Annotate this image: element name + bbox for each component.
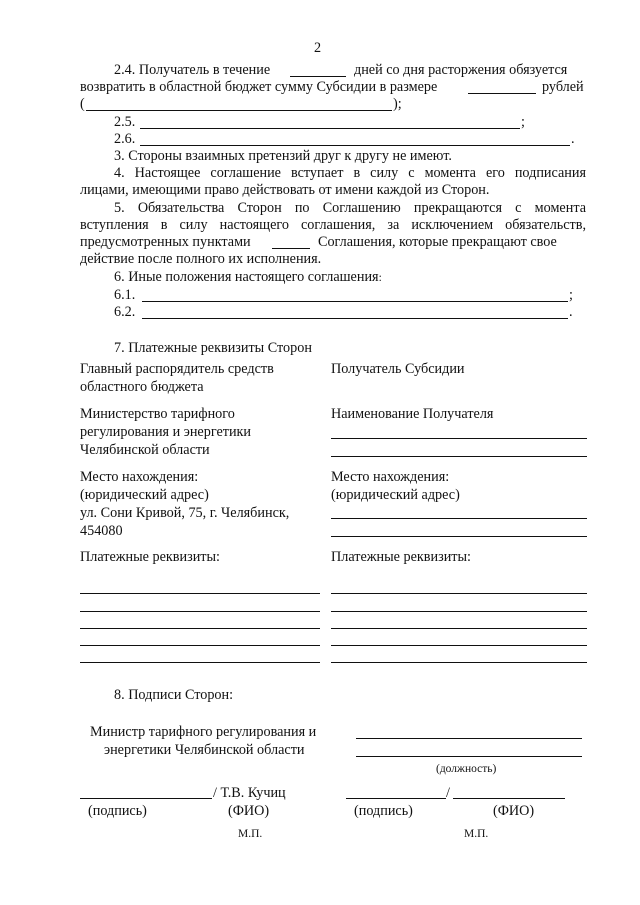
p2-4-days-blank bbox=[290, 76, 346, 77]
p7-title: 7. Платежные реквизиты Сторон bbox=[114, 340, 312, 356]
recipient-position-field-1 bbox=[356, 738, 582, 739]
left-fio-caption: (ФИО) bbox=[228, 803, 270, 819]
position-caption: (должность) bbox=[436, 763, 497, 775]
p5-line3-end: Соглашения, которые прекращают свое bbox=[318, 234, 557, 250]
right-addr-field-2 bbox=[331, 536, 587, 537]
left-pay-field-2 bbox=[80, 611, 320, 612]
p6-1-end: ; bbox=[569, 287, 573, 303]
left-signatory-name: / Т.В. Кучиц bbox=[213, 785, 286, 801]
p2-5-blank bbox=[140, 128, 520, 129]
p5-items-blank bbox=[272, 248, 310, 249]
left-addr-line4: 454080 bbox=[80, 523, 123, 539]
p5-line3-start: предусмотренных пунктами bbox=[80, 234, 251, 250]
p2-4-amount-blank bbox=[468, 93, 536, 94]
right-pay-field-5 bbox=[331, 662, 587, 663]
left-name-line3: Челябинской области bbox=[80, 442, 210, 458]
right-addr-field-1 bbox=[331, 518, 587, 519]
p3-text: 3. Стороны взаимных претензий друг к другу не имеют. bbox=[114, 148, 452, 164]
right-pay-field-2 bbox=[331, 611, 587, 612]
p2-5-label: 2.5. bbox=[114, 114, 136, 130]
right-pay-field-4 bbox=[331, 645, 587, 646]
left-signature-field bbox=[80, 798, 212, 799]
left-stamp-place: М.П. bbox=[238, 828, 263, 840]
p6-title-suffix: : bbox=[378, 272, 382, 284]
left-addr-line3: ул. Сони Кривой, 75, г. Челябинск, bbox=[80, 505, 290, 521]
right-role: Получатель Субсидии bbox=[331, 361, 465, 377]
p2-5-end: ; bbox=[521, 114, 525, 130]
signatory-line2: энергетики Челябинской области bbox=[104, 742, 305, 758]
right-signature-caption: (подпись) bbox=[354, 803, 413, 819]
right-stamp-place: М.П. bbox=[464, 828, 489, 840]
left-pay-label: Платежные реквизиты: bbox=[80, 549, 220, 565]
right-fio-field bbox=[453, 798, 565, 799]
p2-4-line2-start: возвратить в областной бюджет сумму Субсидии в размере bbox=[80, 79, 438, 95]
p2-4-line1-end: дней со дня расторжения обязуется bbox=[354, 62, 568, 78]
right-pay-field-3 bbox=[331, 628, 587, 629]
right-addr-line1: Место нахождения: bbox=[331, 469, 450, 485]
p4-line1: 4. Настоящее соглашение вступает в силу с момента его подписания bbox=[114, 165, 586, 181]
right-name-field-1 bbox=[331, 438, 587, 439]
p2-4-line2-end: рублей bbox=[542, 79, 584, 95]
p6-2-label: 6.2. bbox=[114, 304, 136, 320]
right-signature-slash: / bbox=[446, 785, 450, 801]
left-role-line1: Главный распорядитель средств bbox=[80, 361, 274, 377]
left-pay-field-3 bbox=[80, 628, 320, 629]
right-signature-field bbox=[346, 798, 446, 799]
left-name-line2: регулирования и энергетики bbox=[80, 424, 252, 440]
p5-line1: 5. Обязательства Сторон по Соглашению прекращаются с момента bbox=[114, 200, 586, 216]
page-number: 2 bbox=[314, 40, 322, 56]
left-pay-field-5 bbox=[80, 662, 320, 663]
p6-2-end: . bbox=[569, 304, 573, 320]
left-addr-line2: (юридический адрес) bbox=[80, 487, 209, 503]
p6-1-blank bbox=[142, 301, 568, 302]
p2-4-line1-start: 2.4. Получатель в течение bbox=[114, 62, 271, 78]
left-pay-field-4 bbox=[80, 645, 320, 646]
right-fio-caption: (ФИО) bbox=[493, 803, 535, 819]
p2-4-amount-words-blank bbox=[86, 110, 392, 111]
p8-title: 8. Подписи Сторон: bbox=[114, 687, 234, 703]
p2-4-line3-open: ( bbox=[80, 96, 85, 112]
left-addr-line1: Место нахождения: bbox=[80, 469, 199, 485]
p4-line2: лицами, имеющими право действовать от имени каждой из Сторон. bbox=[80, 182, 490, 198]
p6-1-label: 6.1. bbox=[114, 287, 136, 303]
left-role-line2: областного бюджета bbox=[80, 379, 204, 395]
p2-6-end: . bbox=[571, 131, 575, 147]
right-pay-label: Платежные реквизиты: bbox=[331, 549, 471, 565]
p6-title-text: 6. Иные положения настоящего соглашения bbox=[114, 269, 379, 285]
signatory-line1: Министр тарифного регулирования и bbox=[90, 724, 317, 740]
right-pay-field-1 bbox=[331, 593, 587, 594]
recipient-position-field-2 bbox=[356, 756, 582, 757]
p5-line2: вступления в силу настоящего соглашения, за исключением обязательств, bbox=[80, 217, 586, 233]
p2-4-line3-close: ); bbox=[393, 96, 402, 112]
p6-title bbox=[114, 269, 382, 287]
left-name-line1: Министерство тарифного bbox=[80, 406, 235, 422]
right-name-label: Наименование Получателя bbox=[331, 406, 494, 422]
p6-2-blank bbox=[142, 318, 568, 319]
right-name-field-2 bbox=[331, 456, 587, 457]
left-pay-field-1 bbox=[80, 593, 320, 594]
p2-6-blank bbox=[140, 145, 570, 146]
right-addr-line2: (юридический адрес) bbox=[331, 487, 460, 503]
p2-6-label: 2.6. bbox=[114, 131, 136, 147]
left-signature-caption: (подпись) bbox=[88, 803, 147, 819]
p5-line4: действие после полного их исполнения. bbox=[80, 251, 322, 267]
